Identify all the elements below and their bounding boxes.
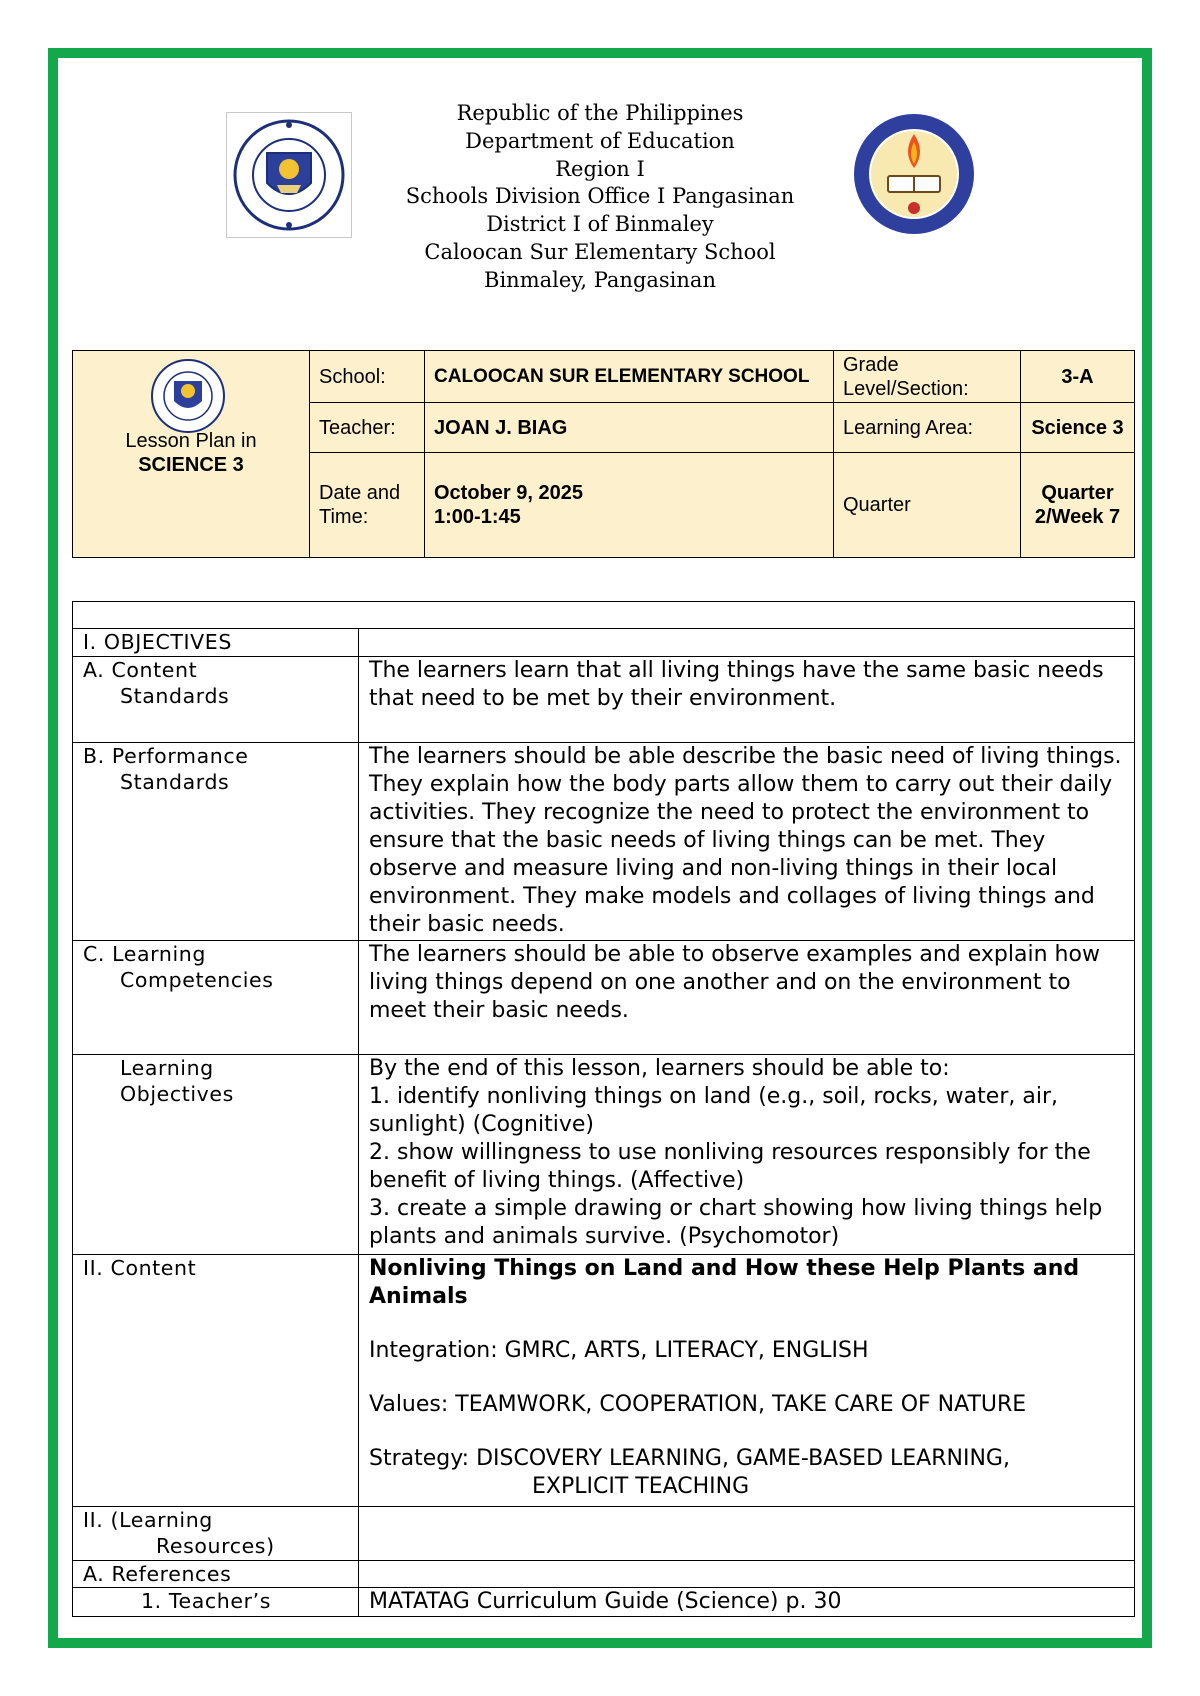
learning-objective-item: 3. create a simple drawing or chart showing how living things help plants and animals survive. (Psychomotor) (369, 1196, 1103, 1249)
objectives-table (72, 601, 1135, 1617)
learning-resources-label: II. (Learning Resources) (73, 1507, 359, 1561)
lesson-info-table (72, 350, 1135, 558)
learning-objectives-text (359, 1055, 1135, 1255)
header-line-republic: Republic of the Philippines (456, 101, 744, 125)
content-text (359, 1255, 1135, 1507)
learning-objectives-label: Learning Objectives (73, 1055, 359, 1255)
school-header (380, 100, 820, 295)
content-strategy-cont: EXPLICIT TEACHING (532, 1474, 750, 1499)
learning-objective-item: 1. identify nonliving things on land (e.g., soil, rocks, water, air, sunlight) (Cognitive) (369, 1084, 1058, 1137)
teacher-label: Teacher: (310, 403, 425, 453)
deped-seal-small-icon (149, 355, 227, 437)
performance-standards-label: B. Performance Standards (73, 743, 359, 941)
date-value: October 9, 2025 (434, 482, 583, 504)
learning-area-label: Learning Area: (834, 403, 1021, 453)
references-empty (359, 1561, 1135, 1588)
learning-competencies-label: C. Learning Competencies (73, 941, 359, 1055)
content-standards-text: The learners learn that all living things have the same basic needs that need to be met by their environment. (359, 657, 1135, 743)
school-value: CALOOCAN SUR ELEMENTARY SCHOOL (425, 351, 834, 403)
lesson-plan-label: Lesson Plan in (125, 430, 257, 452)
teachers-guide-value: MATATAG Curriculum Guide (Science) p. 30 (359, 1588, 1135, 1617)
teachers-guide-label: 1. Teacher’s (73, 1588, 359, 1617)
header-line-region: Region I (555, 156, 645, 181)
deped-seal-icon (226, 112, 352, 238)
learning-objective-item: 2. show willingness to use nonliving resources responsibly for the benefit of living things. (Affective) (369, 1140, 1091, 1193)
header-line-address: Binmaley, Pangasinan (484, 267, 716, 292)
header-line-school: Caloocan Sur Elementary School (424, 239, 776, 264)
school-label: School: (310, 351, 425, 403)
learning-objectives-intro: By the end of this lesson, learners should be able to: (369, 1056, 950, 1081)
time-value: 1:00-1:45 (434, 506, 521, 528)
table-top-spacer (73, 602, 1135, 629)
objectives-section-empty (359, 629, 1135, 657)
learning-resources-empty (359, 1507, 1135, 1561)
grade-value: 3-A (1021, 351, 1135, 403)
header-line-division: Schools Division Office I Pangasinan (405, 184, 795, 209)
performance-standards-text: The learners should be able describe the basic need of living things. They explain how the body parts allow them to carry out their daily activities. They recognize the need to protect the environment to ensure that the basic needs of living things can be met. They observe and measure living and non-living things in their local environment. They make models and collages of living things and their basic needs. (359, 743, 1135, 941)
content-standards-label: A. Content Standards (73, 657, 359, 743)
objectives-section-title: I. OBJECTIVES (73, 629, 359, 657)
lesson-plan-subject: SCIENCE 3 (138, 454, 244, 476)
content-integration: Integration: GMRC, ARTS, LITERACY, ENGLISH (369, 1338, 869, 1363)
lesson-plan-title-cell (73, 351, 310, 558)
date-time-value (425, 453, 834, 558)
content-title: Nonliving Things on Land and How these Help Plants and Animals (369, 1256, 1080, 1309)
content-strategy: Strategy: DISCOVERY LEARNING, GAME-BASED LEARNING, (369, 1446, 1010, 1471)
quarter-label: Quarter (834, 453, 1021, 558)
references-label: A. References (73, 1561, 359, 1588)
header-line-district: District I of Binmaley (486, 212, 714, 237)
learning-competencies-text: The learners should be able to observe examples and explain how living things depend on one another and on the environment to meet their basic needs. (359, 941, 1135, 1055)
content-values: Values: TEAMWORK, COOPERATION, TAKE CARE OF NATURE (369, 1392, 1027, 1417)
date-time-label: Date and Time: (310, 453, 425, 558)
quarter-value: Quarter 2/Week 7 (1021, 453, 1135, 558)
learning-area-value: Science 3 (1021, 403, 1135, 453)
grade-label: Grade Level/Section: (834, 351, 1021, 403)
header-line-department: Department of Education (465, 128, 735, 153)
teacher-value: JOAN J. BIAG (425, 403, 834, 453)
content-label: II. Content (73, 1255, 359, 1507)
sdo-seal-icon (852, 112, 976, 236)
